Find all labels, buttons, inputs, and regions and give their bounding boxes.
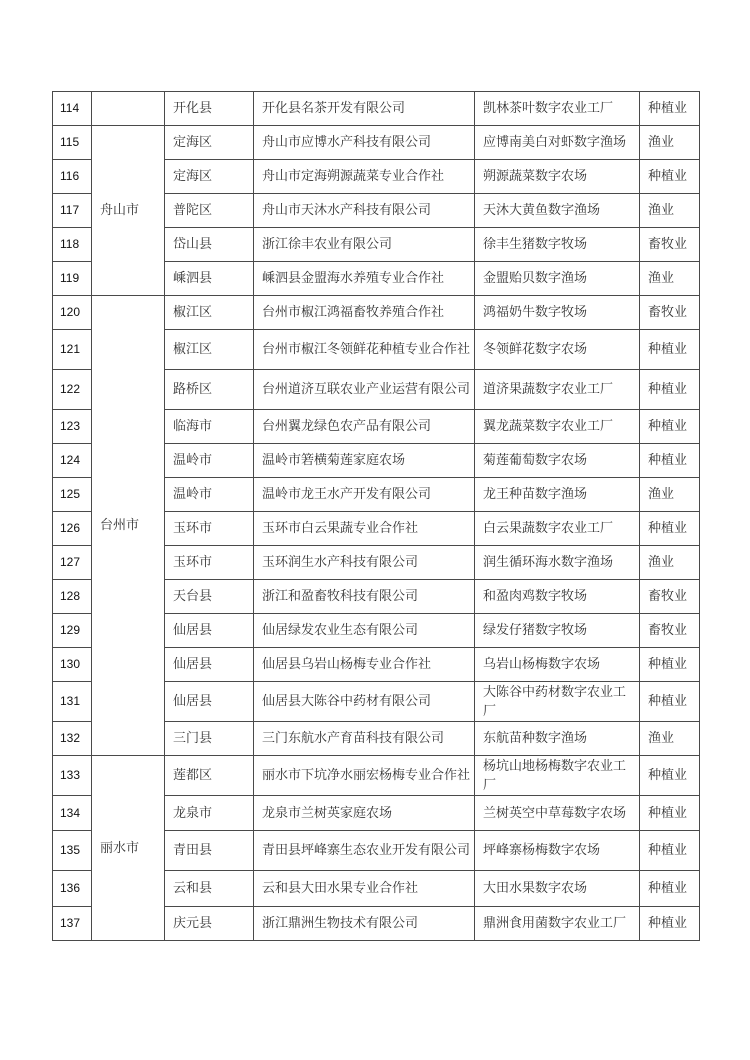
row-number: 133 bbox=[53, 756, 92, 796]
industry-cell: 畜牧业 bbox=[640, 614, 700, 648]
company-cell: 台州道济互联农业产业运营有限公司 bbox=[254, 370, 475, 410]
farm-name-cell: 乌岩山杨梅数字农场 bbox=[475, 648, 640, 682]
row-number: 124 bbox=[53, 444, 92, 478]
county-cell: 云和县 bbox=[165, 871, 254, 907]
digital-farm-list-table bbox=[52, 91, 700, 941]
company-cell: 浙江鼎洲生物技术有限公司 bbox=[254, 907, 475, 941]
company-cell: 台州翼龙绿色农产品有限公司 bbox=[254, 410, 475, 444]
row-number: 121 bbox=[53, 330, 92, 370]
company-cell: 舟山市天沐水产科技有限公司 bbox=[254, 194, 475, 228]
county-cell: 玉环市 bbox=[165, 546, 254, 580]
row-number: 122 bbox=[53, 370, 92, 410]
table-row bbox=[53, 126, 700, 160]
company-cell: 青田县坪峰寨生态农业开发有限公司 bbox=[254, 831, 475, 871]
county-cell: 仙居县 bbox=[165, 648, 254, 682]
company-cell: 仙居绿发农业生态有限公司 bbox=[254, 614, 475, 648]
farm-name-cell: 东航苗种数字渔场 bbox=[475, 722, 640, 756]
row-number: 137 bbox=[53, 907, 92, 941]
county-cell: 天台县 bbox=[165, 580, 254, 614]
company-cell: 浙江和盈畜牧科技有限公司 bbox=[254, 580, 475, 614]
county-cell: 临海市 bbox=[165, 410, 254, 444]
company-cell: 台州市椒江鸿福畜牧养殖合作社 bbox=[254, 296, 475, 330]
farm-name-cell: 坪峰寨杨梅数字农场 bbox=[475, 831, 640, 871]
county-cell: 椒江区 bbox=[165, 296, 254, 330]
company-cell: 仙居县大陈谷中药材有限公司 bbox=[254, 682, 475, 722]
industry-cell: 渔业 bbox=[640, 478, 700, 512]
company-cell: 云和县大田水果专业合作社 bbox=[254, 871, 475, 907]
farm-name-cell: 龙王种苗数字渔场 bbox=[475, 478, 640, 512]
farm-name-cell: 徐丰生猪数字牧场 bbox=[475, 228, 640, 262]
farm-name-cell: 大陈谷中药材数字农业工厂 bbox=[475, 682, 640, 722]
row-number: 128 bbox=[53, 580, 92, 614]
company-cell: 仙居县乌岩山杨梅专业合作社 bbox=[254, 648, 475, 682]
farm-name-cell: 冬领鲜花数字农场 bbox=[475, 330, 640, 370]
industry-cell: 种植业 bbox=[640, 330, 700, 370]
county-cell: 定海区 bbox=[165, 126, 254, 160]
company-cell: 嵊泗县金盟海水养殖专业合作社 bbox=[254, 262, 475, 296]
farm-name-cell: 鼎洲食用菌数字农业工厂 bbox=[475, 907, 640, 941]
farm-name-cell: 白云果蔬数字农业工厂 bbox=[475, 512, 640, 546]
company-cell: 三门东航水产育苗科技有限公司 bbox=[254, 722, 475, 756]
industry-cell: 渔业 bbox=[640, 722, 700, 756]
row-number: 120 bbox=[53, 296, 92, 330]
company-cell: 开化县名茶开发有限公司 bbox=[254, 92, 475, 126]
industry-cell: 种植业 bbox=[640, 410, 700, 444]
industry-cell: 种植业 bbox=[640, 512, 700, 546]
industry-cell: 渔业 bbox=[640, 546, 700, 580]
company-cell: 舟山市定海朔源蔬菜专业合作社 bbox=[254, 160, 475, 194]
industry-cell: 种植业 bbox=[640, 756, 700, 796]
farm-name-cell: 菊莲葡萄数字农场 bbox=[475, 444, 640, 478]
industry-cell: 畜牧业 bbox=[640, 228, 700, 262]
farm-name-cell: 大田水果数字农场 bbox=[475, 871, 640, 907]
county-cell: 开化县 bbox=[165, 92, 254, 126]
county-cell: 青田县 bbox=[165, 831, 254, 871]
row-number: 127 bbox=[53, 546, 92, 580]
row-number: 131 bbox=[53, 682, 92, 722]
industry-cell: 种植业 bbox=[640, 682, 700, 722]
county-cell: 温岭市 bbox=[165, 444, 254, 478]
company-cell: 玉环市白云果蔬专业合作社 bbox=[254, 512, 475, 546]
city-cell-zhoushan: 舟山市 bbox=[92, 126, 165, 296]
table-row bbox=[53, 296, 700, 330]
company-cell: 丽水市下坑净水丽宏杨梅专业合作社 bbox=[254, 756, 475, 796]
company-cell: 舟山市应博水产科技有限公司 bbox=[254, 126, 475, 160]
industry-cell: 渔业 bbox=[640, 126, 700, 160]
farm-name-cell: 道济果蔬数字农业工厂 bbox=[475, 370, 640, 410]
county-cell: 椒江区 bbox=[165, 330, 254, 370]
farm-name-cell: 应博南美白对虾数字渔场 bbox=[475, 126, 640, 160]
company-cell: 温岭市龙王水产开发有限公司 bbox=[254, 478, 475, 512]
county-cell: 仙居县 bbox=[165, 682, 254, 722]
county-cell: 嵊泗县 bbox=[165, 262, 254, 296]
row-number: 114 bbox=[53, 92, 92, 126]
company-cell: 台州市椒江冬领鲜花种植专业合作社 bbox=[254, 330, 475, 370]
industry-cell: 种植业 bbox=[640, 871, 700, 907]
farm-name-cell: 绿发仔猪数字牧场 bbox=[475, 614, 640, 648]
farm-name-cell: 杨坑山地杨梅数字农业工厂 bbox=[475, 756, 640, 796]
county-cell: 龙泉市 bbox=[165, 796, 254, 831]
industry-cell: 种植业 bbox=[640, 831, 700, 871]
county-cell: 仙居县 bbox=[165, 614, 254, 648]
industry-cell: 畜牧业 bbox=[640, 580, 700, 614]
row-number: 118 bbox=[53, 228, 92, 262]
table-row bbox=[53, 756, 700, 796]
company-cell: 温岭市箬横菊莲家庭农场 bbox=[254, 444, 475, 478]
row-number: 129 bbox=[53, 614, 92, 648]
row-number: 125 bbox=[53, 478, 92, 512]
row-number: 117 bbox=[53, 194, 92, 228]
city-cell-taizhou: 台州市 bbox=[92, 296, 165, 756]
industry-cell: 种植业 bbox=[640, 648, 700, 682]
industry-cell: 渔业 bbox=[640, 262, 700, 296]
row-number: 123 bbox=[53, 410, 92, 444]
row-number: 136 bbox=[53, 871, 92, 907]
table-row bbox=[53, 92, 700, 126]
row-number: 115 bbox=[53, 126, 92, 160]
farm-name-cell: 朔源蔬菜数字农场 bbox=[475, 160, 640, 194]
company-cell: 龙泉市兰树英家庭农场 bbox=[254, 796, 475, 831]
row-number: 126 bbox=[53, 512, 92, 546]
industry-cell: 种植业 bbox=[640, 370, 700, 410]
farm-name-cell: 翼龙蔬菜数字农业工厂 bbox=[475, 410, 640, 444]
company-cell: 玉环润生水产科技有限公司 bbox=[254, 546, 475, 580]
industry-cell: 种植业 bbox=[640, 796, 700, 831]
county-cell: 定海区 bbox=[165, 160, 254, 194]
county-cell: 玉环市 bbox=[165, 512, 254, 546]
industry-cell: 种植业 bbox=[640, 907, 700, 941]
county-cell: 三门县 bbox=[165, 722, 254, 756]
industry-cell: 种植业 bbox=[640, 444, 700, 478]
farm-name-cell: 和盈肉鸡数字牧场 bbox=[475, 580, 640, 614]
row-number: 134 bbox=[53, 796, 92, 831]
industry-cell: 渔业 bbox=[640, 194, 700, 228]
county-cell: 岱山县 bbox=[165, 228, 254, 262]
row-number: 116 bbox=[53, 160, 92, 194]
county-cell: 普陀区 bbox=[165, 194, 254, 228]
industry-cell: 畜牧业 bbox=[640, 296, 700, 330]
company-cell: 浙江徐丰农业有限公司 bbox=[254, 228, 475, 262]
industry-cell: 种植业 bbox=[640, 92, 700, 126]
city-cell-lishui: 丽水市 bbox=[92, 756, 165, 941]
farm-name-cell: 金盟贻贝数字渔场 bbox=[475, 262, 640, 296]
county-cell: 庆元县 bbox=[165, 907, 254, 941]
farm-name-cell: 兰树英空中草莓数字农场 bbox=[475, 796, 640, 831]
farm-name-cell: 天沐大黄鱼数字渔场 bbox=[475, 194, 640, 228]
county-cell: 温岭市 bbox=[165, 478, 254, 512]
farm-name-cell: 凯林茶叶数字农业工厂 bbox=[475, 92, 640, 126]
row-number: 135 bbox=[53, 831, 92, 871]
row-number: 132 bbox=[53, 722, 92, 756]
row-number: 130 bbox=[53, 648, 92, 682]
county-cell: 路桥区 bbox=[165, 370, 254, 410]
farm-name-cell: 鸿福奶牛数字牧场 bbox=[475, 296, 640, 330]
industry-cell: 种植业 bbox=[640, 160, 700, 194]
row-number: 119 bbox=[53, 262, 92, 296]
city-cell bbox=[92, 92, 165, 126]
farm-name-cell: 润生循环海水数字渔场 bbox=[475, 546, 640, 580]
county-cell: 莲都区 bbox=[165, 756, 254, 796]
